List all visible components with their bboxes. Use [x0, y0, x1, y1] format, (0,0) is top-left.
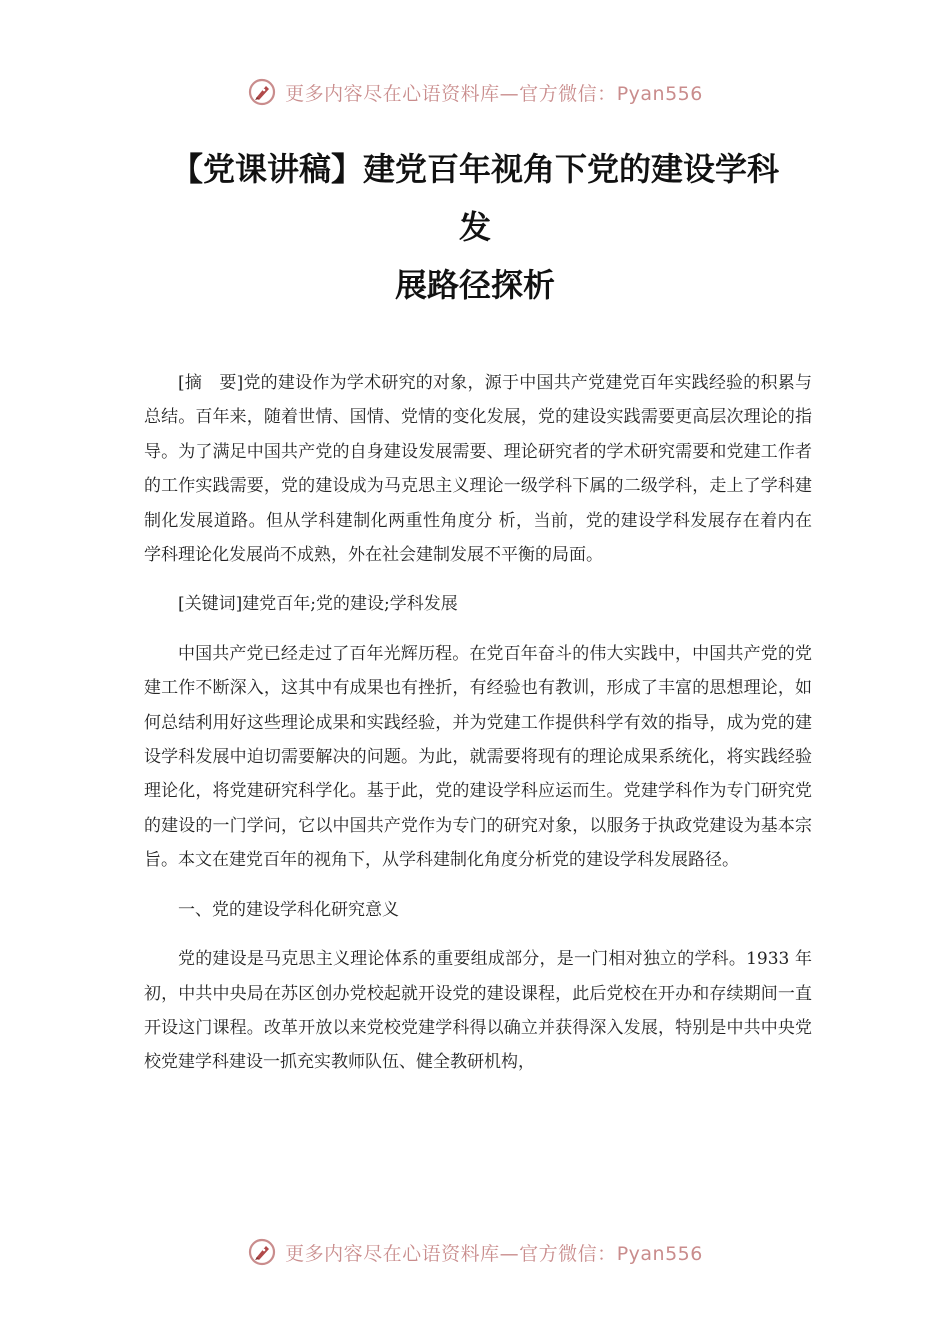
- title-line-2: 发: [458, 208, 491, 246]
- abstract-paragraph: [摘 要]党的建设作为学术研究的对象，源于中国共产党建党百年实践经验的积累与总结。百年来，随着世情、国情、党情的变化发展，党的建设实践需要更高层次理论的指导。为了满足中国共产党的自身建设发展需要、理论研究者的学术研究需要和党建工作者的工作实践需要，党的建设成为马克思主义理论一级学科下属的二级学科，走上了学科建制化发展道路。但从学科建制化两重性角度分 析，当前，党的建设学科发展存在着内在学科理论化发展尚不成熟，外在社会建制发展不平衡的局面。: [144, 373, 812, 566]
- watermark-text: [285, 79, 703, 106]
- watermark-prefix: 更多内容尽在心语资料库: [285, 1242, 500, 1265]
- watermark-banner-top: [0, 74, 950, 110]
- watermark-text: [285, 1239, 703, 1266]
- section-heading: 一、党的建设学科化研究意义: [178, 899, 399, 920]
- watermark-dash: —: [499, 1242, 520, 1265]
- watermark-wechat-id: Pyan556: [616, 1242, 703, 1265]
- pen-nib-logo-icon: [247, 1237, 277, 1267]
- watermark-label: 官方微信：: [519, 1242, 617, 1265]
- watermark-label: 官方微信：: [519, 82, 617, 105]
- document-body: [144, 366, 812, 1080]
- keywords-paragraph: [关键词]建党百年;党的建设;学科发展: [178, 594, 458, 615]
- pen-nib-logo-icon: [247, 77, 277, 107]
- watermark-prefix: 更多内容尽在心语资料库: [285, 82, 500, 105]
- title-line-1: 【党课讲稿】建党百年视角下党的建设学科: [170, 150, 779, 188]
- watermark-wechat-id: Pyan556: [616, 82, 703, 105]
- document-title: [0, 140, 950, 314]
- body-paragraph: 党的建设是马克思主义理论体系的重要组成部分，是一门相对独立的学科。1933 年初，中共中央局在苏区创办党校起就开设党的建设课程，此后党校在开办和存续期间一直开设这门课程。改革开放以来党校党建学科得以确立并获得深入发展，特别是中共中央党校党建学科建设一抓充实教师队伍、健全教研机构，: [144, 949, 812, 1073]
- title-line-3: 展路径探析: [394, 266, 555, 304]
- watermark-banner-bottom: [0, 1234, 950, 1270]
- intro-paragraph: 中国共产党已经走过了百年光辉历程。在党百年奋斗的伟大实践中，中国共产党的党建工作不断深入，这其中有成果也有挫折，有经验也有教训，形成了丰富的思想理论，如何总结利用好这些理论成果和实践经验，并为党建工作提供科学有效的指导，成为党的建设学科发展中迫切需要解决的问题。为此，就需要将现有的理论成果系统化，将实践经验理论化，将党建研究科学化。基于此，党的建设学科应运而生。党建学科作为专门研究党的建设的一门学问，它以中国共产党作为专门的研究对象，以服务于执政党建设为基本宗旨。本文在建党百年的视角下，从学科建制化角度分析党的建设学科发展路径。: [144, 643, 812, 871]
- watermark-dash: —: [499, 82, 520, 105]
